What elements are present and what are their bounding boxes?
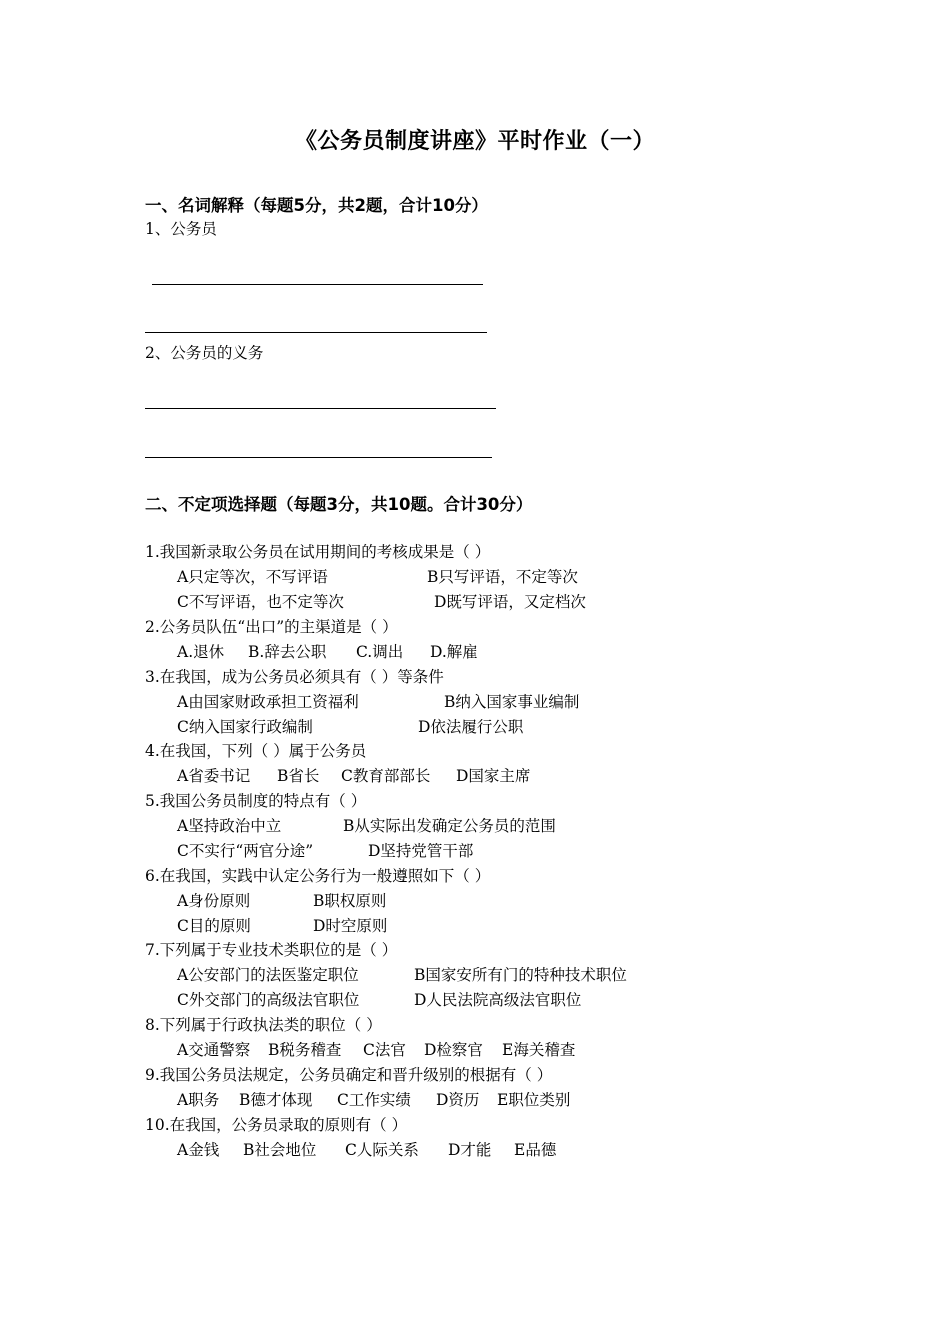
term-item-1: 1、公务员 xyxy=(145,220,217,238)
q9-option-e: E职位类别 xyxy=(497,1091,571,1109)
q6-option-b: B职权原则 xyxy=(313,892,387,910)
q4-option-d: D国家主席 xyxy=(456,767,531,785)
q8-option-a: A交通警察 xyxy=(177,1041,251,1059)
q6-option-c: C目的原则 xyxy=(177,917,251,935)
term-item-2: 2、公务员的义务 xyxy=(145,344,264,362)
q10-option-c: C人际关系 xyxy=(345,1141,419,1159)
q6-option-a: A身份原则 xyxy=(177,892,251,910)
q3-option-b: B纳入国家事业编制 xyxy=(444,693,580,711)
q8-option-c: C法官 xyxy=(363,1041,406,1059)
question-2: 2.公务员队伍“出口”的主渠道是（ ） xyxy=(145,618,398,636)
question-7: 7.下列属于专业技术类职位的是（ ） xyxy=(145,941,398,959)
q5-option-b: B从实际出发确定公务员的范围 xyxy=(343,817,556,835)
q4-option-b: B省长 xyxy=(277,767,320,785)
q7-option-c: C外交部门的高级法官职位 xyxy=(177,991,360,1009)
q3-option-a: A由国家财政承担工资福利 xyxy=(177,693,359,711)
question-4: 4.在我国，下列（ ）属于公务员 xyxy=(145,742,367,760)
q10-option-e: E品德 xyxy=(514,1141,557,1159)
q5-option-a: A坚持政治中立 xyxy=(177,817,282,835)
answer-line-1b xyxy=(145,332,487,333)
q7-option-d: D人民法院高级法官职位 xyxy=(414,991,582,1009)
q1-option-b: B只写评语，不定等次 xyxy=(427,568,578,586)
section2-heading: 二、不定项选择题（每题3分，共10题。合计30分） xyxy=(145,495,533,514)
q8-option-b: B税务稽查 xyxy=(268,1041,342,1059)
q5-option-c: C不实行“两官分途” xyxy=(177,842,314,860)
q9-option-b: B德才体现 xyxy=(239,1091,313,1109)
q5-option-d: D坚持党管干部 xyxy=(368,842,474,860)
q2-option-d: D.解雇 xyxy=(430,643,478,661)
q1-option-a: A只定等次，不写评语 xyxy=(177,568,328,586)
q7-option-a: A公安部门的法医鉴定职位 xyxy=(177,966,359,984)
answer-line-2b xyxy=(145,457,492,458)
q10-option-a: A金钱 xyxy=(177,1141,220,1159)
q1-option-d: D既写评语，又定档次 xyxy=(434,593,586,611)
q6-option-d: D时空原则 xyxy=(313,917,388,935)
q10-option-d: D才能 xyxy=(448,1141,492,1159)
q3-option-c: C纳入国家行政编制 xyxy=(177,718,313,736)
q4-option-a: A省委书记 xyxy=(177,767,251,785)
q2-option-b: B.辞去公职 xyxy=(248,643,327,661)
section1-heading: 一、名词解释（每题5分，共2题，合计10分） xyxy=(145,196,488,215)
q9-option-d: D资历 xyxy=(436,1091,480,1109)
q10-option-b: B社会地位 xyxy=(243,1141,317,1159)
q7-option-b: B国家安所有门的特种技术职位 xyxy=(414,966,627,984)
q2-option-a: A.退休 xyxy=(177,643,225,661)
q8-option-d: D检察官 xyxy=(424,1041,483,1059)
question-1: 1.我国新录取公务员在试用期间的考核成果是（ ） xyxy=(145,543,491,561)
question-3: 3.在我国，成为公务员必须具有（ ）等条件 xyxy=(145,668,444,686)
q3-option-d: D依法履行公职 xyxy=(418,718,524,736)
question-10: 10.在我国，公务员录取的原则有（ ） xyxy=(145,1116,408,1134)
q2-option-c: C.调出 xyxy=(356,643,404,661)
question-9: 9.我国公务员法规定，公务员确定和晋升级别的根据有（ ） xyxy=(145,1066,553,1084)
q4-option-c: C教育部部长 xyxy=(341,767,431,785)
q1-option-c: C不写评语，也不定等次 xyxy=(177,593,344,611)
document-title: 《公务员制度讲座》平时作业（一） xyxy=(294,129,655,154)
q8-option-e: E海关稽查 xyxy=(502,1041,576,1059)
q9-option-a: A职务 xyxy=(177,1091,220,1109)
question-8: 8.下列属于行政执法类的职位（ ） xyxy=(145,1016,382,1034)
question-5: 5.我国公务员制度的特点有（ ） xyxy=(145,792,367,810)
q9-option-c: C工作实绩 xyxy=(337,1091,411,1109)
question-6: 6.在我国，实践中认定公务行为一般遵照如下（ ） xyxy=(145,867,491,885)
answer-line-2a xyxy=(145,408,496,409)
answer-line-1a xyxy=(152,284,483,285)
